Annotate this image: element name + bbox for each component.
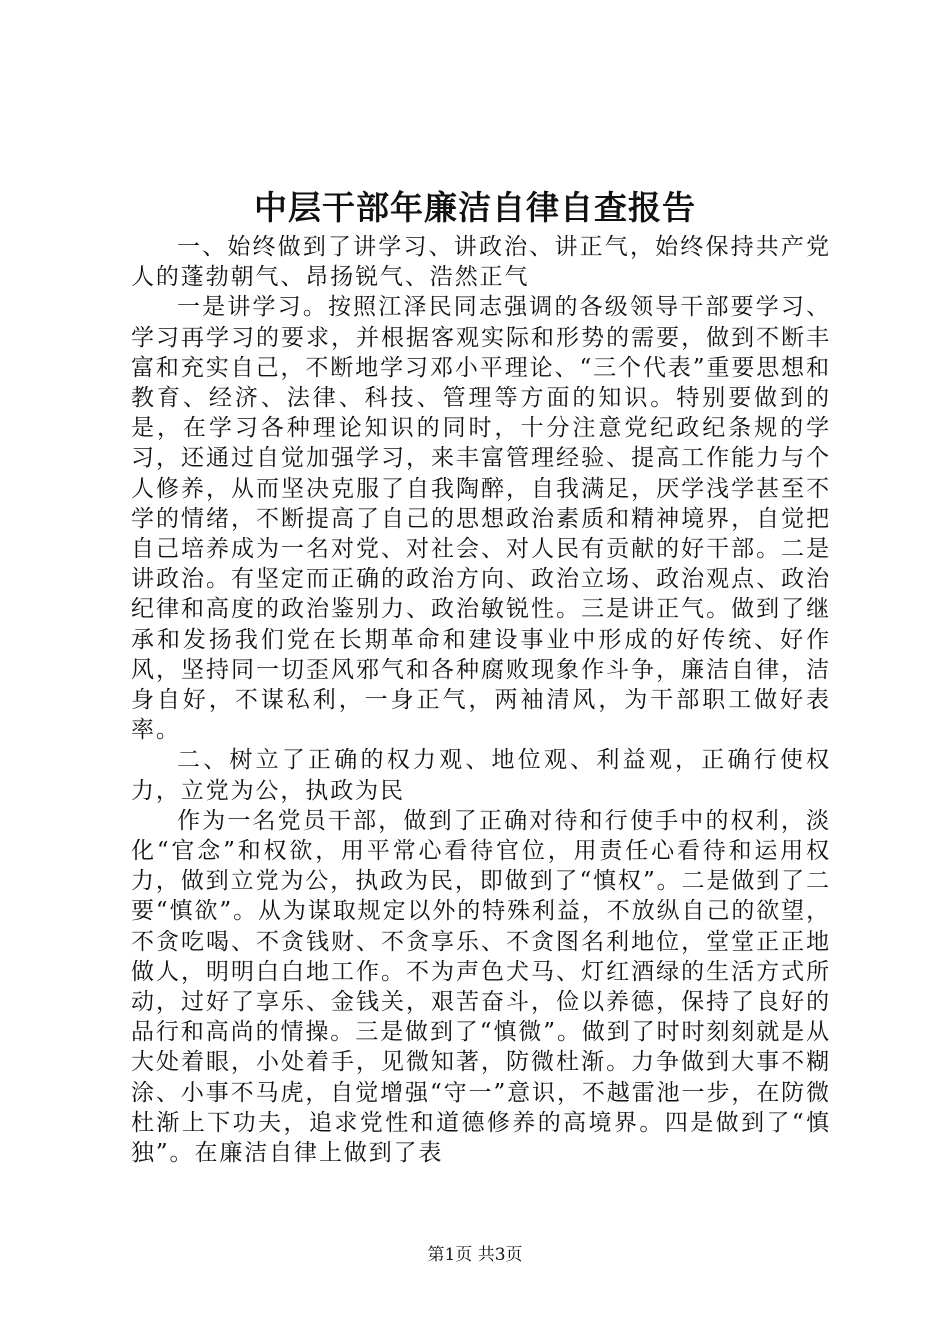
paragraph: 作为一名党员干部，做到了正确对待和行使手中的权利，淡化“官念”和权欲，用平常心看待官位，用责任心看待和运用权力，做到立党为公，执政为民，即做到了“慎权”。二是做到了二要“慎欲”。从为谋取规定以外的特殊利益，不放纵自己的欲望，不贪吃喝、不贪钱财、不贪享乐、不贪图名利地位，堂堂正正地做人，明明白白地工作。不为声色犬马、灯红酒绿的生活方式所动，过好了享乐、金钱关，艰苦奋斗，俭以养德，保持了良好的品行和高尚的情操。三是做到了“慎微”。做到了时时刻刻就是从大处着眼，小处着手，见微知著，防微杜渐。力争做到大事不糊涂、小事不马虎，自觉增强“守一”意识，不越雷池一步，在防微杜渐上下功夫，追求党性和道德修养的高境界。四是做到了“慎独”。在廉洁自律上做到了表 bbox=[131, 807, 831, 1167]
page-number: 第1页 共3页 bbox=[427, 1245, 523, 1265]
paragraph: 二、树立了正确的权力观、地位观、利益观，正确行使权力，立党为公，执政为民 bbox=[131, 747, 831, 804]
page-footer bbox=[0, 1244, 950, 1266]
paragraph: 一、始终做到了讲学习、讲政治、讲正气，始终保持共产党人的蓬勃朝气、昂扬锐气、浩然正气 bbox=[131, 234, 831, 291]
document-body bbox=[131, 232, 831, 1168]
document-title: 中层干部年廉洁自律自查报告 bbox=[254, 188, 696, 227]
paragraph: 一是讲学习。按照江泽民同志强调的各级领导干部要学习、学习再学习的要求，并根据客观实际和形势的需要，做到不断丰富和充实自己，不断地学习邓小平理论、“三个代表”重要思想和教育、经济、法律、科技、管理等方面的知识。特别要做到的是，在学习各种理论知识的同时，十分注意党纪政纪条规的学习，还通过自觉加强学习，来丰富管理经验、提高工作能力与个人修养，从而坚决克服了自我陶醉，自我满足，厌学浅学甚至不学的情绪，不断提高了自己的思想政治素质和精神境界，自觉把自己培养成为一名对党、对社会、对人民有贡献的好干部。二是讲政治。有坚定而正确的政治方向、政治立场、政治观点、政治纪律和高度的政治鉴别力、政治敏锐性。三是讲正气。做到了继承和发扬我们党在长期革命和建设事业中形成的好传统、好作风，坚持同一切歪风邪气和各种腐败现象作斗争，廉洁自律，洁身自好，不谋私利，一身正气，两袖清风，为干部职工做好表率。 bbox=[131, 294, 831, 744]
